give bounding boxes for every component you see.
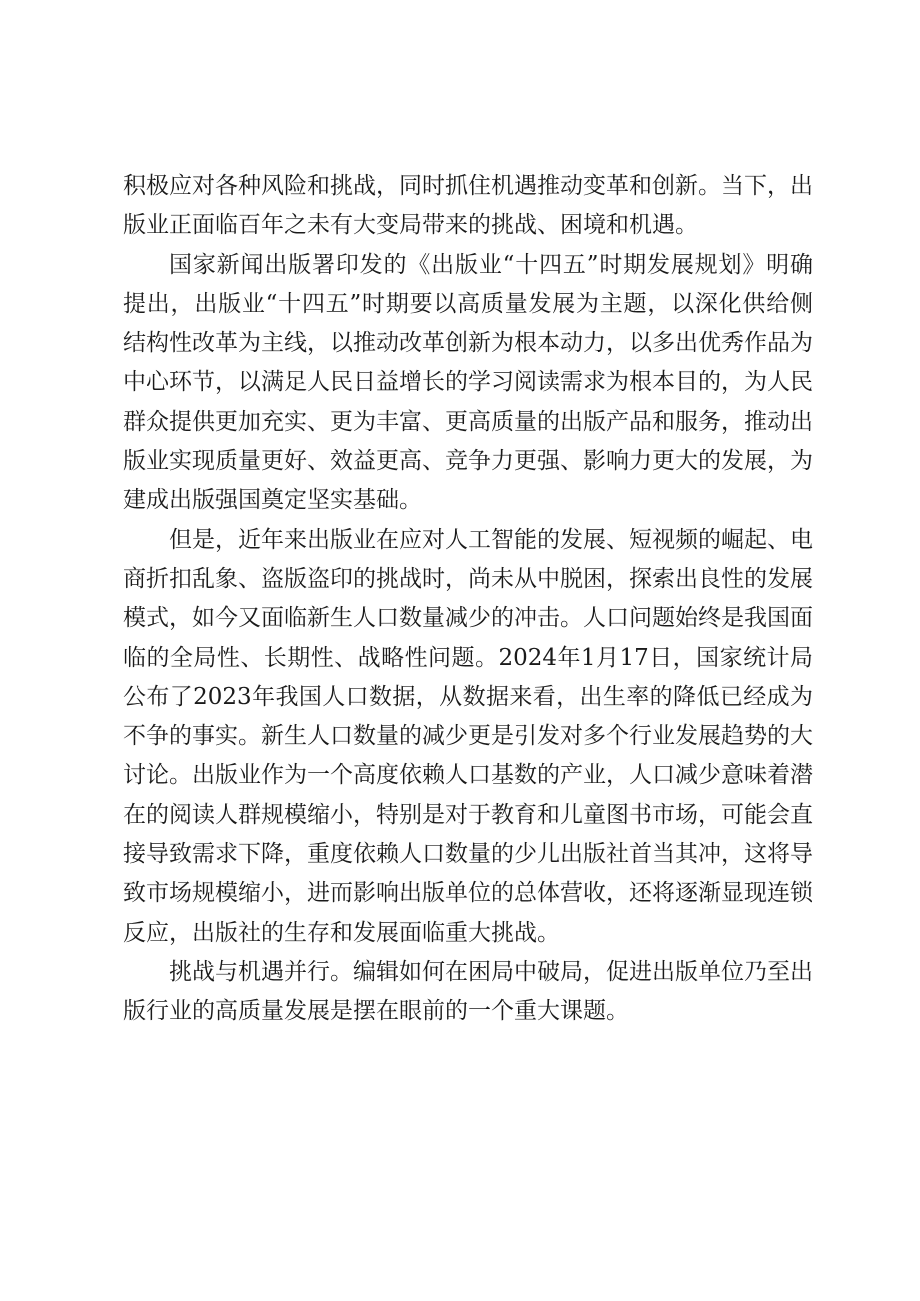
paragraph-3: 但是，近年来出版业在应对人工智能的发展、短视频的崛起、电商折扣乱象、盗版盗印的挑战时，尚未从中脱困，探索出良性的发展模式，如今又面临新生人口数量减少的冲击。人口问题始终是我国面临的全局性、长期性、战略性问题。2024年1月17日，国家统计局公布了2023年我国人口数据，从数据来看，出生率的降低已经成为不争的事实。新生人口数量的减少更是引发对多个行业发展趋势的大讨论。出版业作为一个高度依赖人口基数的产业，人口减少意味着潜在的阅读人群规模缩小，特别是对于教育和儿童图书市场，可能会直接导致需求下降，重度依赖人口数量的少儿出版社首当其冲，这将导致市场规模缩小，进而影响出版单位的总体营收，还将逐渐显现连锁反应，出版社的生存和发展面临重大挑战。 <box>123 526 813 946</box>
body-text <box>123 167 813 1032</box>
paragraph-1: 积极应对各种风险和挑战，同时抓住机遇推动变革和创新。当下，出版业正面临百年之未有大变局带来的挑战、困境和机遇。 <box>123 173 813 239</box>
paragraph-4: 挑战与机遇并行。编辑如何在困局中破局，促进出版单位乃至出版行业的高质量发展是摆在眼前的一个重大课题。 <box>123 958 813 1025</box>
paragraph-2: 国家新闻出版署印发的《出版业“十四五”时期发展规划》明确提出，出版业“十四五”时期要以高质量发展为主题，以深化供给侧结构性改革为主线，以推动改革创新为根本动力，以多出优秀作品为中心环节，以满足人民日益增长的学习阅读需求为根本目的，为人民群众提供更加充实、更为丰富、更高质量的出版产品和服务，推动出版业实现质量更好、效益更高、竞争力更强、影响力更大的发展，为建成出版强国奠定坚实基础。 <box>123 251 813 514</box>
